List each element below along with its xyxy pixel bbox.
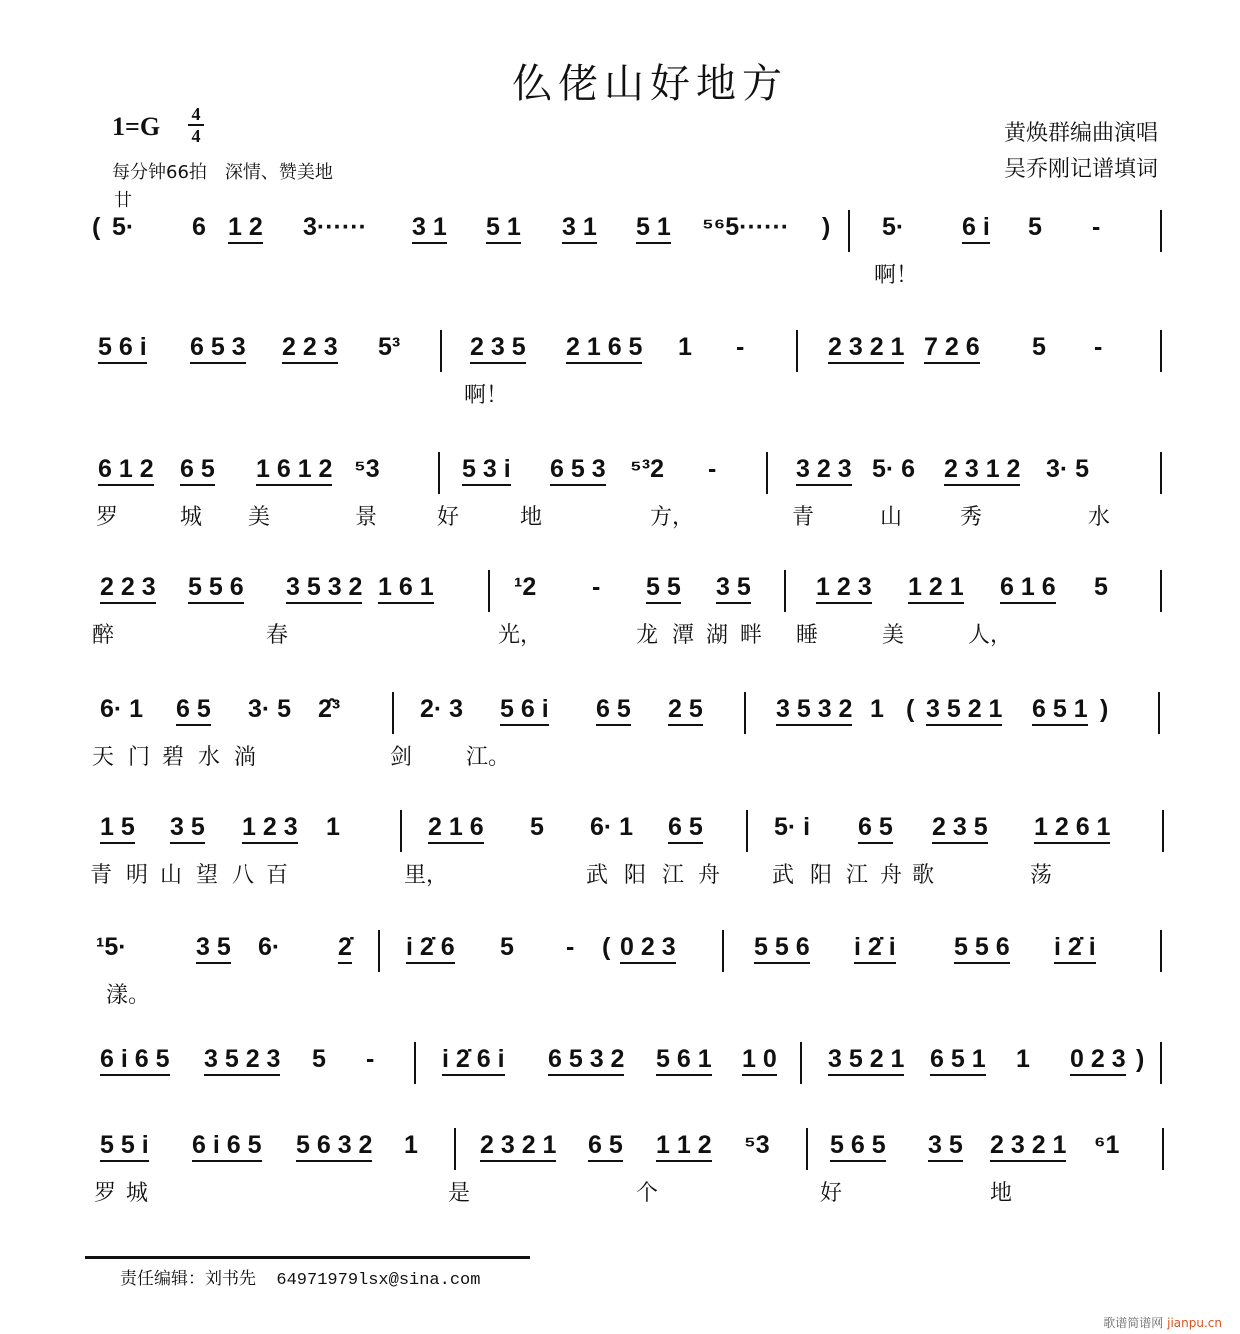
lyric: 个 (636, 1181, 659, 1206)
note-group: 1 2 1 (908, 572, 964, 604)
lyric: 湖 (706, 623, 729, 648)
note-group: 0 2 3 (1070, 1044, 1126, 1076)
barline (440, 330, 442, 372)
lyric: 啊！ (874, 263, 919, 288)
lyric: 罗 (96, 505, 119, 530)
editor-email: 64971979lsx@sina.com (276, 1271, 481, 1290)
barline (766, 452, 768, 494)
note-group: 5 (1094, 573, 1108, 601)
note-group: 3 1 (562, 212, 597, 244)
lyric: 舟 (880, 863, 903, 888)
lyric: 江。 (466, 745, 511, 770)
lyric: 天 (92, 745, 115, 770)
note-group: 3 5 3 2 (776, 694, 852, 726)
note-group: 3 5 3 2 (286, 572, 362, 604)
note-group: 6 5 3 (190, 332, 246, 364)
note-group: 3 5 (170, 812, 205, 844)
note-group: 3 5 (928, 1130, 963, 1162)
note-group: 3 5 2 1 (828, 1044, 904, 1076)
note-group: ⁵3 (744, 1131, 770, 1159)
note-group: 5 6 3 2 (296, 1130, 372, 1162)
note-group: 2 1 6 (428, 812, 484, 844)
note-group: 6 5 3 2 (548, 1044, 624, 1076)
note-group: i 2̇ 6 (406, 932, 455, 964)
note-group: 5 1 (486, 212, 521, 244)
note-group: 2 3 2 1 (990, 1130, 1066, 1162)
note-group: 6· 1 (590, 813, 634, 841)
barline (1162, 810, 1164, 852)
key-signature: 1=G (112, 112, 161, 141)
lyric: 剑 (390, 745, 413, 770)
note-group: - (736, 333, 745, 361)
note-group: 6 5 (858, 812, 893, 844)
lyric: 罗 (94, 1181, 117, 1206)
note-group: 5· (882, 213, 905, 241)
note-group: 6 i (962, 212, 990, 244)
note-group: 6 5 (176, 694, 211, 726)
note-group: 6 5 1 (930, 1044, 986, 1076)
free-meter-mark: 廿 (114, 190, 132, 211)
note-group: 5 5 6 (954, 932, 1010, 964)
lyric: 舟 (698, 863, 721, 888)
note-group: 1 6 1 2 (256, 454, 332, 486)
lyric: 醉 (92, 623, 115, 648)
lyric: 漾。 (106, 983, 151, 1008)
tempo-marking: 每分钟66拍 深情、赞美地 (112, 162, 333, 183)
note-group: i 2̇ 6 i (442, 1044, 505, 1076)
note-group: 1 2 (228, 212, 263, 244)
lyric: 江 (662, 863, 685, 888)
lyric: 畔 (740, 623, 763, 648)
lyric: 景 (355, 505, 378, 530)
note-group: 5 5 (646, 572, 681, 604)
note-group: 6 5 (668, 812, 703, 844)
note-group: i 2̇ i (1054, 932, 1096, 964)
barline (744, 692, 746, 734)
lyric: 阳 (624, 863, 647, 888)
note-group: 5 (1032, 333, 1046, 361)
note-group: 5 6 i (500, 694, 549, 726)
note-group: ) (1136, 1045, 1145, 1073)
note-group: ( (92, 213, 101, 241)
note-group: 3· 5 (1046, 455, 1090, 483)
lyric: 美 (882, 623, 905, 648)
note-group: 6 5 (588, 1130, 623, 1162)
barline (806, 1128, 808, 1170)
lyric: 城 (126, 1181, 149, 1206)
lyric: 百 (266, 863, 289, 888)
lyric: 武 (772, 863, 795, 888)
barline (848, 210, 850, 252)
footer-credit (120, 1264, 480, 1290)
lyric: 是 (448, 1181, 471, 1206)
lyric: 江 (846, 863, 869, 888)
note-group: 7 2 6 (924, 332, 980, 364)
note-group: 6 1 2 (98, 454, 154, 486)
note-group: 1 (404, 1131, 418, 1159)
note-group: 2 5 (668, 694, 703, 726)
score-line (0, 198, 1240, 308)
note-group: 3······ (303, 213, 367, 241)
note-group: 3· 5 (248, 695, 292, 723)
note-group: 5· 6 (872, 455, 916, 483)
score-line (0, 1116, 1240, 1226)
note-group: 6· 1 (100, 695, 144, 723)
lyric: 望 (196, 863, 219, 888)
editor-label: 责任编辑：刘书先 (120, 1271, 256, 1290)
watermark-domain: jianpu.cn (1167, 1316, 1222, 1330)
note-group: - (708, 455, 717, 483)
note-group: - (1094, 333, 1103, 361)
note-group: 5 5 i (100, 1130, 149, 1162)
barline (784, 570, 786, 612)
score-title: 仫佬山好地方 (512, 61, 788, 107)
note-group: 3 2 3 (796, 454, 852, 486)
note-group: ¹5· (96, 933, 127, 961)
barline (488, 570, 490, 612)
barline (1160, 930, 1162, 972)
lyric: 秀 (960, 505, 983, 530)
note-group: 6 5 (180, 454, 215, 486)
barline (438, 452, 440, 494)
note-group: 0 2 3 (620, 932, 676, 964)
lyric: 人， (968, 623, 1013, 648)
note-group: 1 (1016, 1045, 1030, 1073)
lyric: 光， (498, 623, 543, 648)
note-group: ) (822, 213, 831, 241)
note-group: 6 1 6 (1000, 572, 1056, 604)
note-group: 1 2 3 (816, 572, 872, 604)
score-line (0, 680, 1240, 790)
note-group: 1 2 6 1 (1034, 812, 1110, 844)
note-group: 2· 3 (420, 695, 464, 723)
note-group: 2̂³ (318, 695, 341, 723)
time-signature-top: 4 (191, 104, 201, 124)
note-group: 2 2 3 (100, 572, 156, 604)
note-group: 1 0 (742, 1044, 777, 1076)
barline (800, 1042, 802, 1084)
note-group: 5 6 1 (656, 1044, 712, 1076)
lyric: 荡 (1030, 863, 1053, 888)
lyric: 里， (404, 863, 449, 888)
lyric: 碧 (162, 745, 185, 770)
barline (722, 930, 724, 972)
note-group: - (1092, 213, 1101, 241)
watermark-cn: 歌谱简谱网 (1103, 1316, 1164, 1330)
note-group: - (566, 933, 575, 961)
barline (746, 810, 748, 852)
note-group: 6 (192, 213, 206, 241)
note-group: 1 (326, 813, 340, 841)
note-group: 5 5 6 (188, 572, 244, 604)
note-group: ( (906, 695, 915, 723)
barline (1162, 1128, 1164, 1170)
barline (1160, 1042, 1162, 1084)
barline (1160, 330, 1162, 372)
transcriber-credit: 吴乔刚记谱填词 (1003, 157, 1158, 182)
lyric: 睡 (796, 623, 819, 648)
note-group: - (592, 573, 601, 601)
composer-credit: 黄焕群编曲演唱 (1003, 121, 1158, 146)
lyric: 潭 (672, 623, 695, 648)
lyric: 地 (520, 505, 543, 530)
note-group: 3 5 (196, 932, 231, 964)
time-signature-bottom: 4 (191, 126, 201, 146)
note-group: 2 2 3 (282, 332, 338, 364)
score-line (0, 918, 1240, 1028)
lyric: 门 (128, 745, 151, 770)
note-group: 5· (112, 213, 135, 241)
note-group: ⁵⁶5······ (702, 213, 790, 241)
lyric: 春 (266, 623, 289, 648)
note-group: 6 5 3 (550, 454, 606, 486)
note-group: 6 i 6 5 (192, 1130, 262, 1162)
barline (796, 330, 798, 372)
lyric: 方， (650, 505, 695, 530)
note-group: 2 3 5 (470, 332, 526, 364)
lyric: 地 (990, 1181, 1013, 1206)
note-group: 1 2 3 (242, 812, 298, 844)
barline (378, 930, 380, 972)
score-line (0, 798, 1240, 908)
lyric: 龙 (636, 623, 659, 648)
note-group: 3 5 2 1 (926, 694, 1002, 726)
note-group: 5 (500, 933, 514, 961)
note-group: 3 5 (716, 572, 751, 604)
note-group: 6 i 6 5 (100, 1044, 170, 1076)
note-group: 5 6 i (98, 332, 147, 364)
note-group: ⁵³2 (630, 455, 664, 483)
note-group: 5 (312, 1045, 326, 1073)
note-group: 6 5 (596, 694, 631, 726)
score-line (0, 318, 1240, 428)
lyric: 城 (180, 505, 203, 530)
note-group: ⁵3 (354, 455, 380, 483)
note-group: 2̇ (338, 932, 352, 964)
footer-divider (85, 1256, 530, 1259)
lyric: 歌 (912, 863, 935, 888)
note-group: 5 (530, 813, 544, 841)
note-group: 1 (870, 695, 884, 723)
note-group: 5 3 i (462, 454, 511, 486)
note-group: 2 3 2 1 (480, 1130, 556, 1162)
lyric: 阳 (810, 863, 833, 888)
lyric: 山 (160, 863, 183, 888)
note-group: 1 (678, 333, 692, 361)
note-group: ( (602, 933, 611, 961)
lyric: 青 (792, 505, 815, 530)
note-group: 2 3 5 (932, 812, 988, 844)
lyric: 啊！ (464, 383, 509, 408)
note-group: 5 (1028, 213, 1042, 241)
lyric: 山 (880, 505, 903, 530)
note-group: 2 3 1 2 (944, 454, 1020, 486)
note-group: 3 5 2 3 (204, 1044, 280, 1076)
score-line (0, 440, 1240, 550)
note-group: 6· (258, 933, 281, 961)
note-group: 5 6 5 (830, 1130, 886, 1162)
lyric: 青 (90, 863, 113, 888)
note-group: 1 1 2 (656, 1130, 712, 1162)
note-group: 6 5 1 (1032, 694, 1088, 726)
note-group: 5 5 6 (754, 932, 810, 964)
barline (414, 1042, 416, 1084)
lyric: 水 (1088, 505, 1111, 530)
lyric: 美 (248, 505, 271, 530)
watermark (1103, 1314, 1222, 1331)
note-group: ) (1100, 695, 1109, 723)
barline (1160, 210, 1162, 252)
barline (454, 1128, 456, 1170)
note-group: 1 6 1 (378, 572, 434, 604)
barline (392, 692, 394, 734)
note-group: ¹2 (514, 573, 537, 601)
note-group: 5· i (774, 813, 811, 841)
score-line (0, 558, 1240, 668)
lyric: 武 (586, 863, 609, 888)
note-group: 5 1 (636, 212, 671, 244)
note-group: 2 1 6 5 (566, 332, 642, 364)
lyric: 好 (437, 505, 460, 530)
barline (1160, 452, 1162, 494)
note-group: ⁶1 (1094, 1131, 1120, 1159)
note-group: 2 3 2 1 (828, 332, 904, 364)
lyric: 淌 (234, 745, 257, 770)
lyric: 明 (126, 863, 149, 888)
note-group: 1 5 (100, 812, 135, 844)
note-group: 3 1 (412, 212, 447, 244)
time-signature (188, 104, 204, 146)
note-group: i 2̇ i (854, 932, 896, 964)
barline (1160, 570, 1162, 612)
lyric: 水 (198, 745, 221, 770)
note-group: 5³ (378, 333, 401, 361)
barline (400, 810, 402, 852)
lyric: 八 (232, 863, 255, 888)
lyric: 好 (820, 1181, 843, 1206)
note-group: - (366, 1045, 375, 1073)
barline (1158, 692, 1160, 734)
